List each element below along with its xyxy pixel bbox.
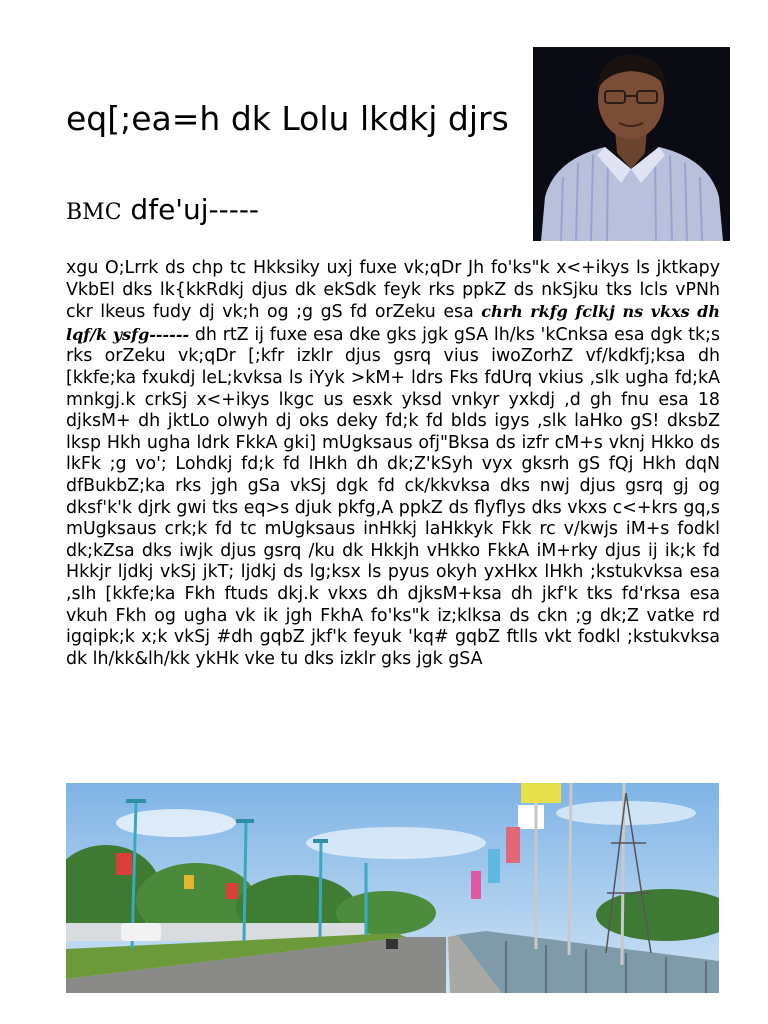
bridge-street-photo: [66, 783, 719, 993]
article-subtitle: [66, 190, 259, 233]
article-body: [66, 258, 720, 670]
body-highlight: chrh rkfg fclkj ns vkxs dh lqf/k ysfg------: [66, 302, 721, 344]
body-text-part2: dh rtZ ij fuxe esa dke gks jgk gSA lh/ks 'kCnksa esa dgk tk;s rks orZeku vk;qDr [;kfr izklr djus gsrq vius iwoZorhZ vf/kdkfj;ksa dh [kkfe;ka fxukdj leL;kvksa ls iYyk >kM+ ldrs Fks fdUrq vkius ,slk ugha fd;kA mnkgj.k crkSj x<+ikys lkgc us esxk yksd vnkyr yxkdj ,d gh fnu esa 18 djksM+ dh jktLo olwyh dj oks deky fd;k fd blds igys ,slk laHko gS! dksbZ lksp Hkh ugha ldrk FkkA gki] mUgksaus ofj"Bksa ds izfr cM+s vknj Hkko ds lkFk ;g vo'; Lohdkj fd;k fd lHkh dh dk;Z'kSyh vyx gksrh gS fQj Hkh dqN dfBukbZ;ka rks jgh gSa vkSj dgk fd ck/kkvksa dks nwj djus gsrq gj og dksf'k'k djrk gwi tks eq>s djuk pkfg,A ppkZ ds flyflys dks vkxs c<+krs gq,s mUgksaus crk;k fd tc mUgksaus inHkkj laHkkyk Fkk rc v/kwjs iM+s fodkl dk;kZsa dks iwjk djus gsrq /ku dk Hkkjh vHkko FkkA iM+rky djus ij ik;k fd Hkkjr ljdkj vkSj jkT; ljdkj ds lg;ksx ls pyus okyh yxHkx lHkh ;kstukvksa esa ,slh [kkfe;ka Fkh ftuds dkj.k vkxs dh djksM+ksa dh jkf'k tks fd'rksa esa vkuh Fkh og ugha vk ik jgh FkhA fo'ks"k iz;klksa ds ckn ;g dk;Z vatke rd igqipk;k x;k vkSj #dh gqbZ jkf'k feyuk 'kq# gqbZ ftlls vkt fodkl ;kstukvksa dk lh/kk&lh/kk ykHk vke tu dks izklr gks jgk gSA: [66, 324, 720, 669]
body-text-part1: xgu O;Lrrk ds chp tc Hkksiky uxj fuxe vk;qDr Jh fo'ks"k x<+ikys ls jktkapy VkbEl dks lk{kkRdkj djus dk ekSdk feyk rks ppkZ ds nkSjku tks lcls vPNh ckr lkeus fudy dj vk;h og ;g gS fd orZeku esa: [66, 258, 720, 323]
subtitle-prefix: BMC: [66, 200, 122, 225]
article-title: eq[;ea=h dk Lolu lkdkj djrs: [66, 99, 509, 138]
subtitle-text: dfe'uj-----: [121, 193, 260, 226]
portrait-photo: [533, 47, 730, 241]
